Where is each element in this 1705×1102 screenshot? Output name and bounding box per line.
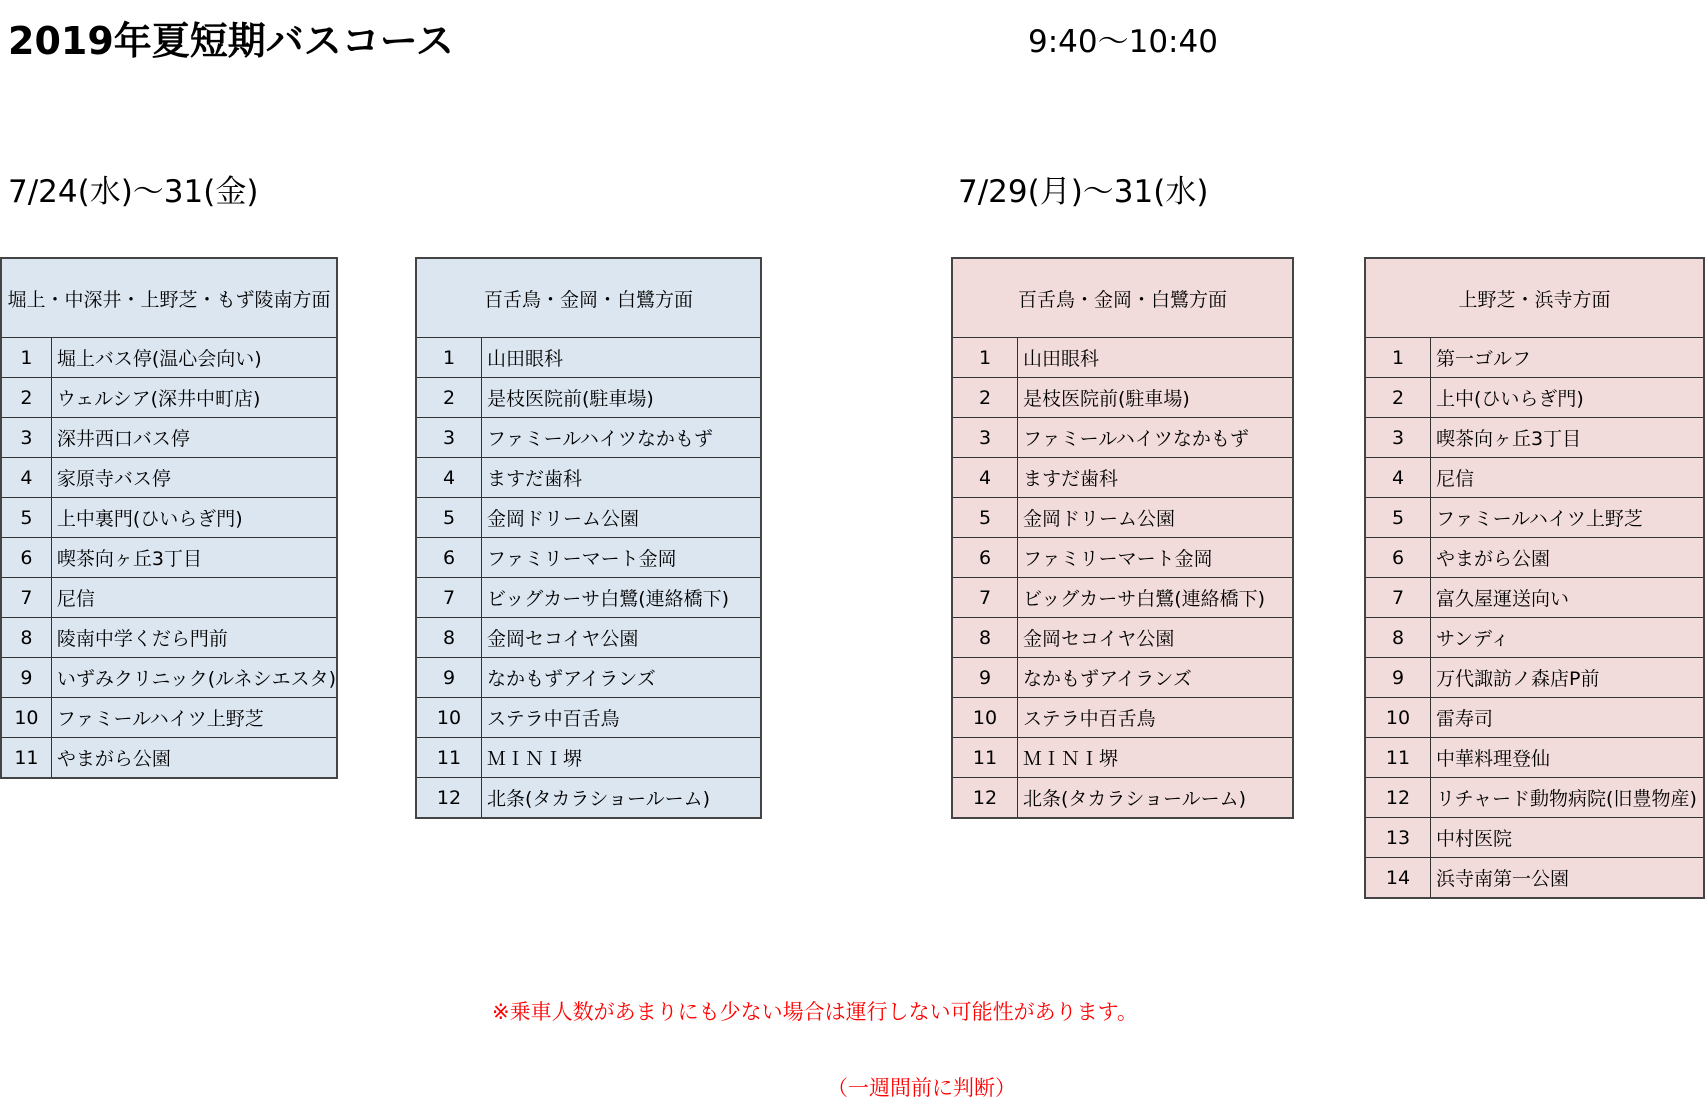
table-row — [1365, 658, 1704, 698]
stop-name: ビッグカーサ白鷺(連絡橋下) — [1018, 578, 1294, 618]
stop-name: なかもずアイランズ — [1018, 658, 1294, 698]
stop-number: 7 — [952, 578, 1018, 618]
stop-name: ファミールハイツなかもず — [1018, 418, 1294, 458]
table-row — [416, 658, 761, 698]
table-row — [1365, 818, 1704, 858]
period-label-left: 7/24(水)～31(金) — [8, 174, 259, 210]
stop-name: 家原寺バス停 — [51, 458, 337, 498]
table-row — [1, 618, 337, 658]
table-row — [952, 418, 1293, 458]
stop-number: 9 — [1, 658, 51, 698]
stop-name: 第一ゴルフ — [1431, 338, 1705, 378]
stop-name: 山田眼科 — [482, 338, 762, 378]
stop-number: 5 — [1365, 498, 1431, 538]
stop-name: 喫茶向ヶ丘3丁目 — [1431, 418, 1705, 458]
stop-number: 8 — [416, 618, 482, 658]
stop-number: 2 — [1, 378, 51, 418]
stop-name: いずみクリニック(ルネシエスタ) — [51, 658, 337, 698]
stop-name: 中村医院 — [1431, 818, 1705, 858]
stop-number: 11 — [1, 738, 51, 779]
table-row — [1365, 338, 1704, 378]
stop-name: ＭＩＮＩ堺 — [482, 738, 762, 778]
route-table-header: 百舌鳥・金岡・白鷺方面 — [416, 258, 761, 338]
decision-notice: （一週間前に判断） — [827, 1076, 1016, 1100]
table-row — [1365, 498, 1704, 538]
stop-name: ウェルシア(深井中町店) — [51, 378, 337, 418]
stop-number: 9 — [952, 658, 1018, 698]
stop-number: 2 — [1365, 378, 1431, 418]
stop-name: 堀上バス停(温心会向い) — [51, 338, 337, 378]
stop-number: 4 — [952, 458, 1018, 498]
stop-number: 6 — [1, 538, 51, 578]
table-row — [416, 418, 761, 458]
table-row — [1365, 378, 1704, 418]
stop-number: 6 — [1365, 538, 1431, 578]
table-row — [416, 738, 761, 778]
route-table-mozu-blue — [415, 257, 762, 819]
stop-number: 3 — [416, 418, 482, 458]
stop-number: 3 — [952, 418, 1018, 458]
stop-number: 8 — [952, 618, 1018, 658]
table-row — [416, 498, 761, 538]
table-row — [416, 778, 761, 819]
route-table-mozu-pink — [951, 257, 1294, 819]
stop-name: 金岡セコイヤ公園 — [1018, 618, 1294, 658]
stop-number: 12 — [952, 778, 1018, 819]
stop-name: 浜寺南第一公園 — [1431, 858, 1705, 899]
stop-number: 4 — [416, 458, 482, 498]
stop-name: サンディ — [1431, 618, 1705, 658]
table-row — [952, 618, 1293, 658]
stop-name: 山田眼科 — [1018, 338, 1294, 378]
stop-name: 北条(タカラショールーム) — [1018, 778, 1294, 819]
route-table-header: 堀上・中深井・上野芝・もず陵南方面 — [1, 258, 337, 338]
table-row — [416, 458, 761, 498]
table-row — [416, 338, 761, 378]
stop-number: 14 — [1365, 858, 1431, 899]
stop-number: 6 — [952, 538, 1018, 578]
route-table-header: 百舌鳥・金岡・白鷺方面 — [952, 258, 1293, 338]
table-row — [416, 378, 761, 418]
stop-number: 4 — [1, 458, 51, 498]
stop-name: なかもずアイランズ — [482, 658, 762, 698]
stop-number: 7 — [1365, 578, 1431, 618]
table-row — [416, 578, 761, 618]
stop-name: ファミールハイツ上野芝 — [1431, 498, 1705, 538]
stop-name: 中華料理登仙 — [1431, 738, 1705, 778]
route-table-header: 上野芝・浜寺方面 — [1365, 258, 1704, 338]
stop-name: 金岡セコイヤ公園 — [482, 618, 762, 658]
period-label-right: 7/29(月)～31(水) — [958, 174, 1209, 210]
stop-name: リチャード動物病院(旧豊物産) — [1431, 778, 1705, 818]
stop-name: 富久屋運送向い — [1431, 578, 1705, 618]
table-row — [952, 578, 1293, 618]
table-row — [1, 458, 337, 498]
stop-number: 5 — [952, 498, 1018, 538]
table-row — [1, 738, 337, 779]
stop-number: 6 — [416, 538, 482, 578]
page-title: 2019年夏短期バスコース — [8, 19, 454, 63]
table-row — [1, 578, 337, 618]
stop-name: ファミリーマート金岡 — [1018, 538, 1294, 578]
stop-number: 12 — [416, 778, 482, 819]
stop-number: 10 — [416, 698, 482, 738]
stop-number: 11 — [1365, 738, 1431, 778]
stop-name: 深井西口バス停 — [51, 418, 337, 458]
table-row — [952, 698, 1293, 738]
stop-number: 3 — [1365, 418, 1431, 458]
table-row — [952, 658, 1293, 698]
table-row — [1365, 578, 1704, 618]
table-row — [1365, 458, 1704, 498]
table-row — [1365, 418, 1704, 458]
stop-number: 9 — [1365, 658, 1431, 698]
stop-name: ビッグカーサ白鷺(連絡橋下) — [482, 578, 762, 618]
stop-number: 10 — [952, 698, 1018, 738]
stop-name: 金岡ドリーム公園 — [482, 498, 762, 538]
table-row — [952, 498, 1293, 538]
stop-number: 9 — [416, 658, 482, 698]
stop-number: 2 — [952, 378, 1018, 418]
table-row — [1365, 538, 1704, 578]
table-row — [1365, 698, 1704, 738]
table-row — [1, 378, 337, 418]
table-row — [1365, 738, 1704, 778]
stop-name: やまがら公園 — [1431, 538, 1705, 578]
stop-name: 上中裏門(ひいらぎ門) — [51, 498, 337, 538]
table-row — [952, 738, 1293, 778]
table-row — [1, 658, 337, 698]
route-table-uenoshiba — [1364, 257, 1705, 899]
stop-name: 万代諏訪ノ森店P前 — [1431, 658, 1705, 698]
stop-number: 1 — [1365, 338, 1431, 378]
table-row — [416, 618, 761, 658]
table-row — [1, 418, 337, 458]
stop-name: ますだ歯科 — [482, 458, 762, 498]
operation-notice: ※乗車人数があまりにも少ない場合は運行しない可能性があります。 — [492, 1000, 1138, 1024]
stop-name: 金岡ドリーム公園 — [1018, 498, 1294, 538]
stop-number: 4 — [1365, 458, 1431, 498]
stop-name: ステラ中百舌鳥 — [1018, 698, 1294, 738]
table-row — [952, 378, 1293, 418]
table-row — [952, 538, 1293, 578]
stop-name: ステラ中百舌鳥 — [482, 698, 762, 738]
stop-name: 尼信 — [51, 578, 337, 618]
stop-number: 1 — [1, 338, 51, 378]
table-row — [1, 498, 337, 538]
stop-number: 12 — [1365, 778, 1431, 818]
stop-name: 喫茶向ヶ丘3丁目 — [51, 538, 337, 578]
stop-number: 5 — [1, 498, 51, 538]
stop-name: 北条(タカラショールーム) — [482, 778, 762, 819]
stop-number: 10 — [1, 698, 51, 738]
table-row — [952, 458, 1293, 498]
stop-number: 1 — [416, 338, 482, 378]
table-row — [1365, 778, 1704, 818]
table-row — [1365, 618, 1704, 658]
table-row — [952, 338, 1293, 378]
table-row — [1365, 858, 1704, 899]
stop-name: 雷寿司 — [1431, 698, 1705, 738]
stop-number: 3 — [1, 418, 51, 458]
table-row — [416, 698, 761, 738]
stop-number: 2 — [416, 378, 482, 418]
stop-name: ファミールハイツなかもず — [482, 418, 762, 458]
stop-number: 7 — [1, 578, 51, 618]
stop-name: 上中(ひいらぎ門) — [1431, 378, 1705, 418]
stop-number: 5 — [416, 498, 482, 538]
stop-number: 1 — [952, 338, 1018, 378]
stop-name: 是枝医院前(駐車場) — [1018, 378, 1294, 418]
table-row — [1, 698, 337, 738]
stop-name: ますだ歯科 — [1018, 458, 1294, 498]
stop-name: ファミールハイツ上野芝 — [51, 698, 337, 738]
stop-name: やまがら公園 — [51, 738, 337, 779]
table-row — [952, 778, 1293, 819]
stop-number: 10 — [1365, 698, 1431, 738]
stop-name: 尼信 — [1431, 458, 1705, 498]
route-table-horiage — [0, 257, 338, 779]
stop-number: 8 — [1, 618, 51, 658]
stop-number: 8 — [1365, 618, 1431, 658]
stop-number: 7 — [416, 578, 482, 618]
stop-name: ＭＩＮＩ堺 — [1018, 738, 1294, 778]
stop-number: 11 — [416, 738, 482, 778]
table-row — [416, 538, 761, 578]
service-time: 9:40～10:40 — [1028, 24, 1218, 60]
stop-number: 13 — [1365, 818, 1431, 858]
stop-name: 陵南中学くだら門前 — [51, 618, 337, 658]
stop-name: ファミリーマート金岡 — [482, 538, 762, 578]
table-row — [1, 538, 337, 578]
stop-name: 是枝医院前(駐車場) — [482, 378, 762, 418]
stop-number: 11 — [952, 738, 1018, 778]
table-row — [1, 338, 337, 378]
